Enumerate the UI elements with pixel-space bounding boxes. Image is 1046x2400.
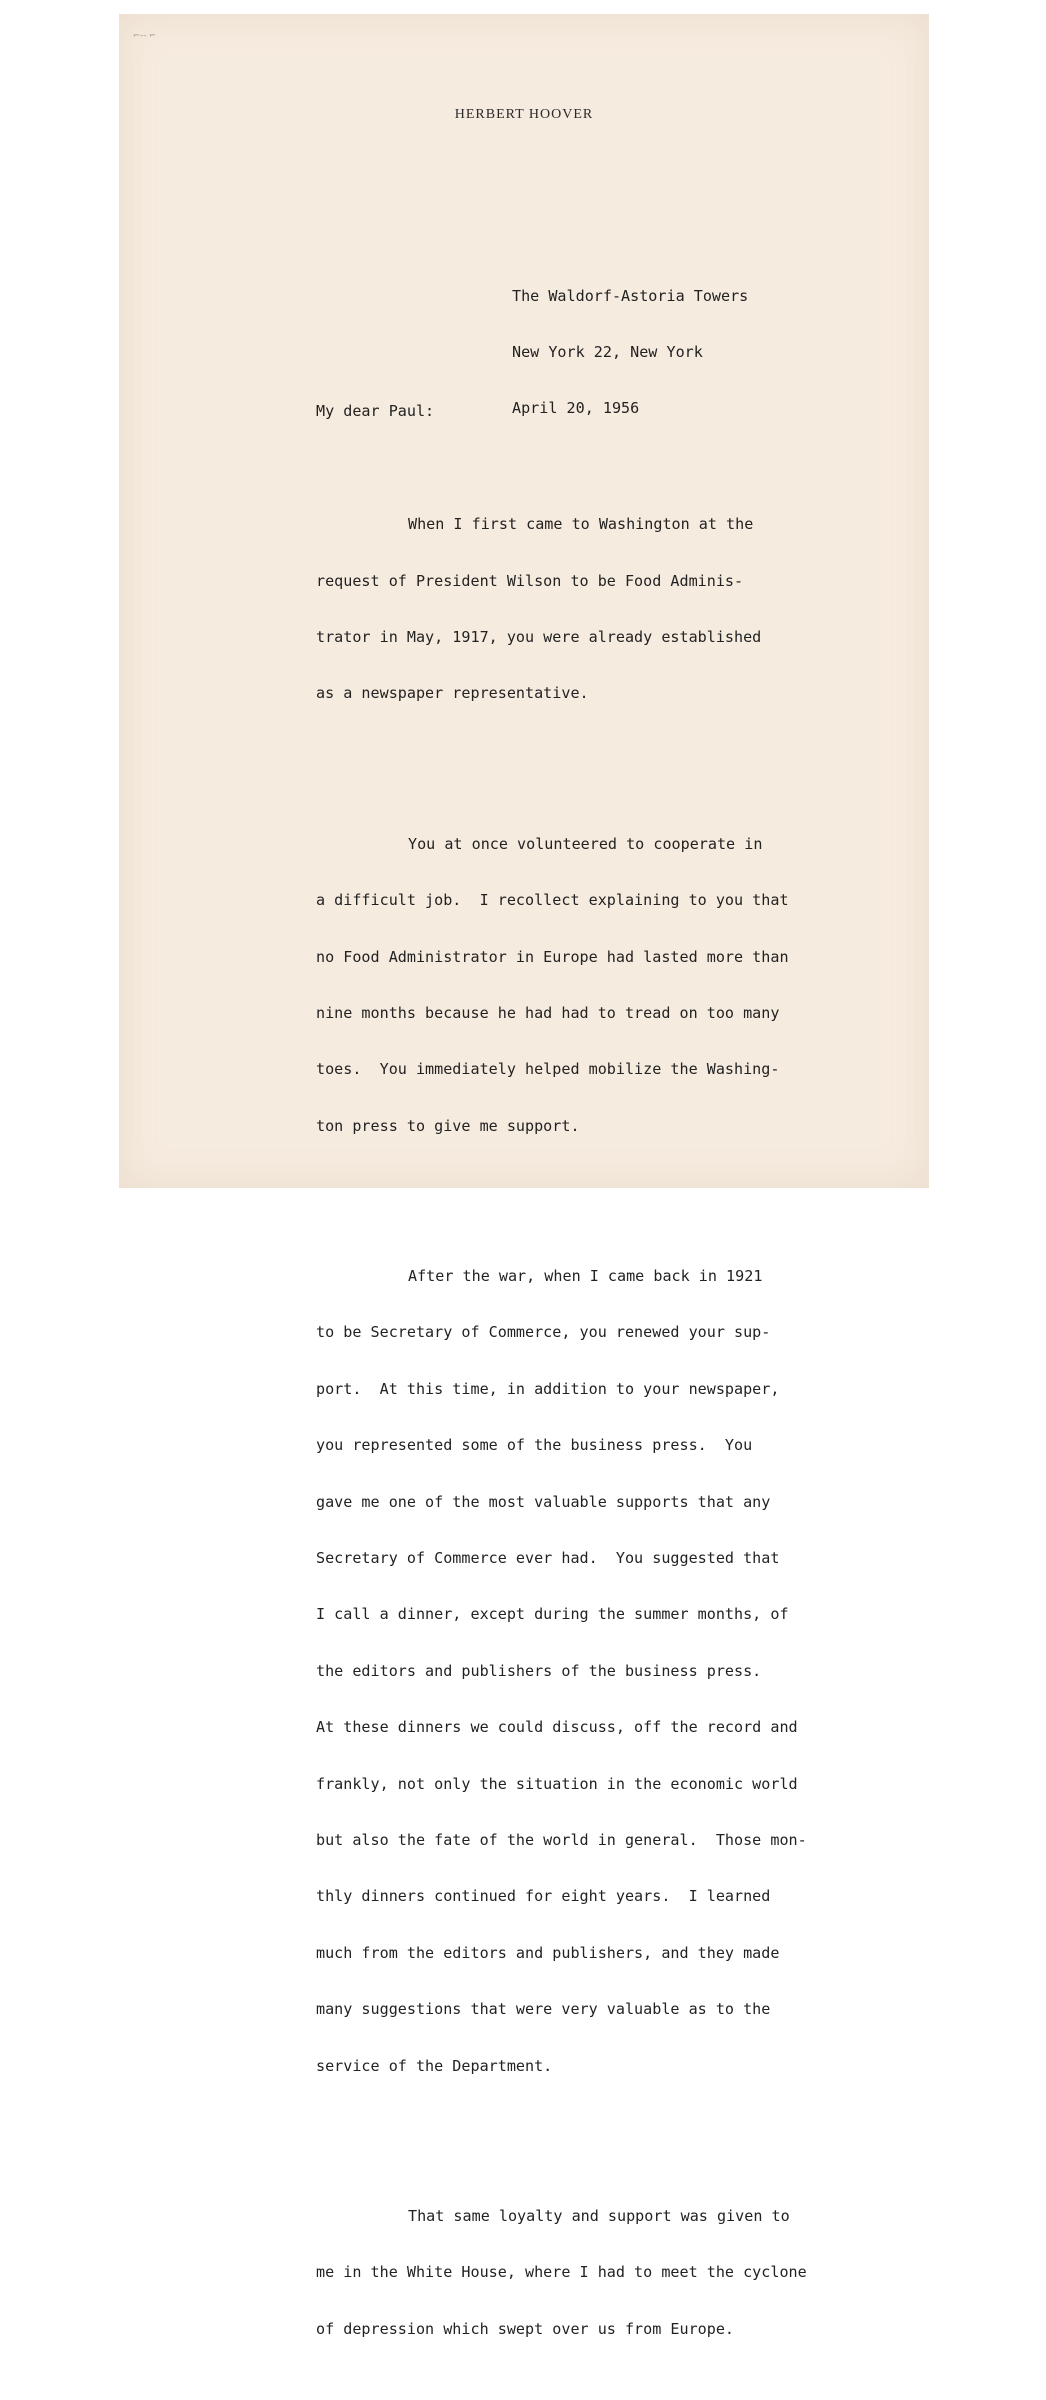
paragraph — [316, 1229, 807, 2112]
paragraph — [316, 797, 807, 1173]
address-line: The Waldorf-Astoria Towers — [512, 286, 749, 305]
text-line: me in the White House, where I had to meet the cyclone — [316, 2263, 807, 2282]
letterhead: HERBERT HOOVER — [454, 107, 594, 122]
text-line: You at once volunteered to cooperate in — [408, 834, 763, 853]
text-line: thly dinners continued for eight years. I learned — [316, 1887, 771, 1906]
text-line: After the war, when I came back in 1921 — [408, 1267, 763, 1286]
text-line: ton press to give me support. — [316, 1116, 580, 1135]
text-line: That same loyalty and support was given to — [408, 2206, 790, 2225]
salutation: My dear Paul: — [316, 402, 435, 420]
text-line: much from the editors and publishers, and they made — [316, 1943, 780, 1962]
text-line: to be Secretary of Commerce, you renewed your sup- — [316, 1323, 771, 1342]
text-line: but also the fate of the world in general. Those mon- — [316, 1830, 807, 1849]
text-line: gave me one of the most valuable supports that any — [316, 1492, 771, 1511]
text-line: you represented some of the business press. You — [316, 1436, 753, 1455]
text-line: of depression which swept over us from Europe. — [316, 2319, 735, 2338]
text-line: as a newspaper representative. — [316, 684, 589, 703]
paragraph — [316, 2169, 807, 2376]
letter-date: April 20, 1956 — [512, 399, 640, 418]
text-line: Secretary of Commerce ever had. You suggested that — [316, 1549, 780, 1568]
sender-address — [512, 249, 748, 456]
text-line: many suggestions that were very valuable as to the — [316, 2000, 771, 2019]
text-line: service of the Department. — [316, 2056, 553, 2075]
text-line: When I first came to Washington at the — [408, 515, 754, 534]
text-line: frankly, not only the situation in the economic world — [316, 1774, 798, 1793]
text-line: nine months because he had had to tread on too many — [316, 1003, 780, 1022]
text-line: no Food Administrator in Europe had lasted more than — [316, 947, 789, 966]
text-line: the editors and publishers of the business press. — [316, 1661, 762, 1680]
letter-body — [316, 440, 807, 2400]
text-line: a difficult job. I recollect explaining to you that — [316, 891, 789, 910]
letter-page — [119, 14, 929, 2338]
pencil-mark-icon: ⌐–‐ ⌐ — [133, 31, 156, 40]
address-line: New York 22, New York — [512, 342, 703, 361]
text-line: trator in May, 1917, you were already established — [316, 627, 762, 646]
text-line: port. At this time, in addition to your newspaper, — [316, 1379, 780, 1398]
text-line: At these dinners we could discuss, off the record and — [316, 1718, 798, 1737]
text-line: request of President Wilson to be Food Adminis- — [316, 571, 744, 590]
paragraph — [316, 478, 807, 741]
text-line: I call a dinner, except during the summer months, of — [316, 1605, 789, 1624]
text-line: toes. You immediately helped mobilize the Washing- — [316, 1060, 780, 1079]
